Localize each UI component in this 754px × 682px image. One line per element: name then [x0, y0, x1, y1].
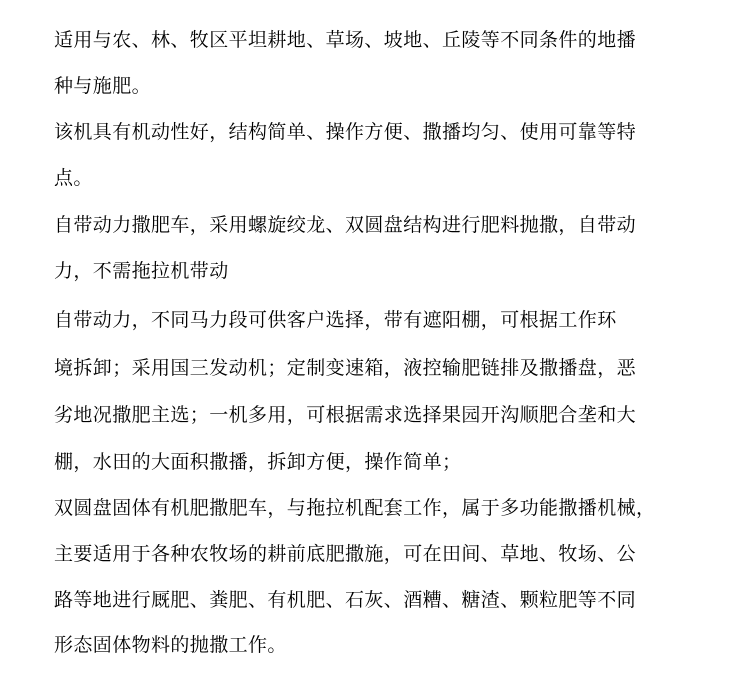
text-line: 该机具有机动性好，结构简单、操作方便、撒播均匀、使用可靠等特: [54, 121, 637, 143]
text-line: 劣地况撒肥主选；一机多用，可根据需求选择果园开沟顺肥合垄和大: [54, 404, 637, 426]
text-line: 力，不需拖拉机带动: [54, 260, 229, 282]
text-line: 形态固体物料的抛撒工作。: [54, 634, 287, 656]
text-line: 路等地进行厩肥、粪肥、有机肥、石灰、酒糟、糖渣、颗粒肥等不同: [54, 589, 637, 611]
text-line: 点。: [54, 167, 93, 189]
text-line: 自带动力，不同马力段可供客户选择，带有遮阳棚，可根据工作环: [54, 309, 617, 331]
text-line: 自带动力撒肥车，采用螺旋绞龙、双圆盘结构进行肥料抛撒，自带动: [54, 214, 637, 236]
text-line: 适用与农、林、牧区平坦耕地、草场、坡地、丘陵等不同条件的地播: [54, 29, 637, 51]
text-line: 双圆盘固体有机肥撒肥车，与拖拉机配套工作，属于多功能撒播机械，: [54, 497, 656, 519]
text-line: 境拆卸；采用国三发动机；定制变速箱，液控输肥链排及撒播盘，恶: [54, 357, 637, 379]
text-line: 主要适用于各种农牧场的耕前底肥撒施，可在田间、草地、牧场、公: [54, 543, 637, 565]
text-line: 种与施肥。: [54, 75, 152, 97]
text-line: 棚，水田的大面积撒播，拆卸方便，操作简单；: [54, 451, 462, 473]
